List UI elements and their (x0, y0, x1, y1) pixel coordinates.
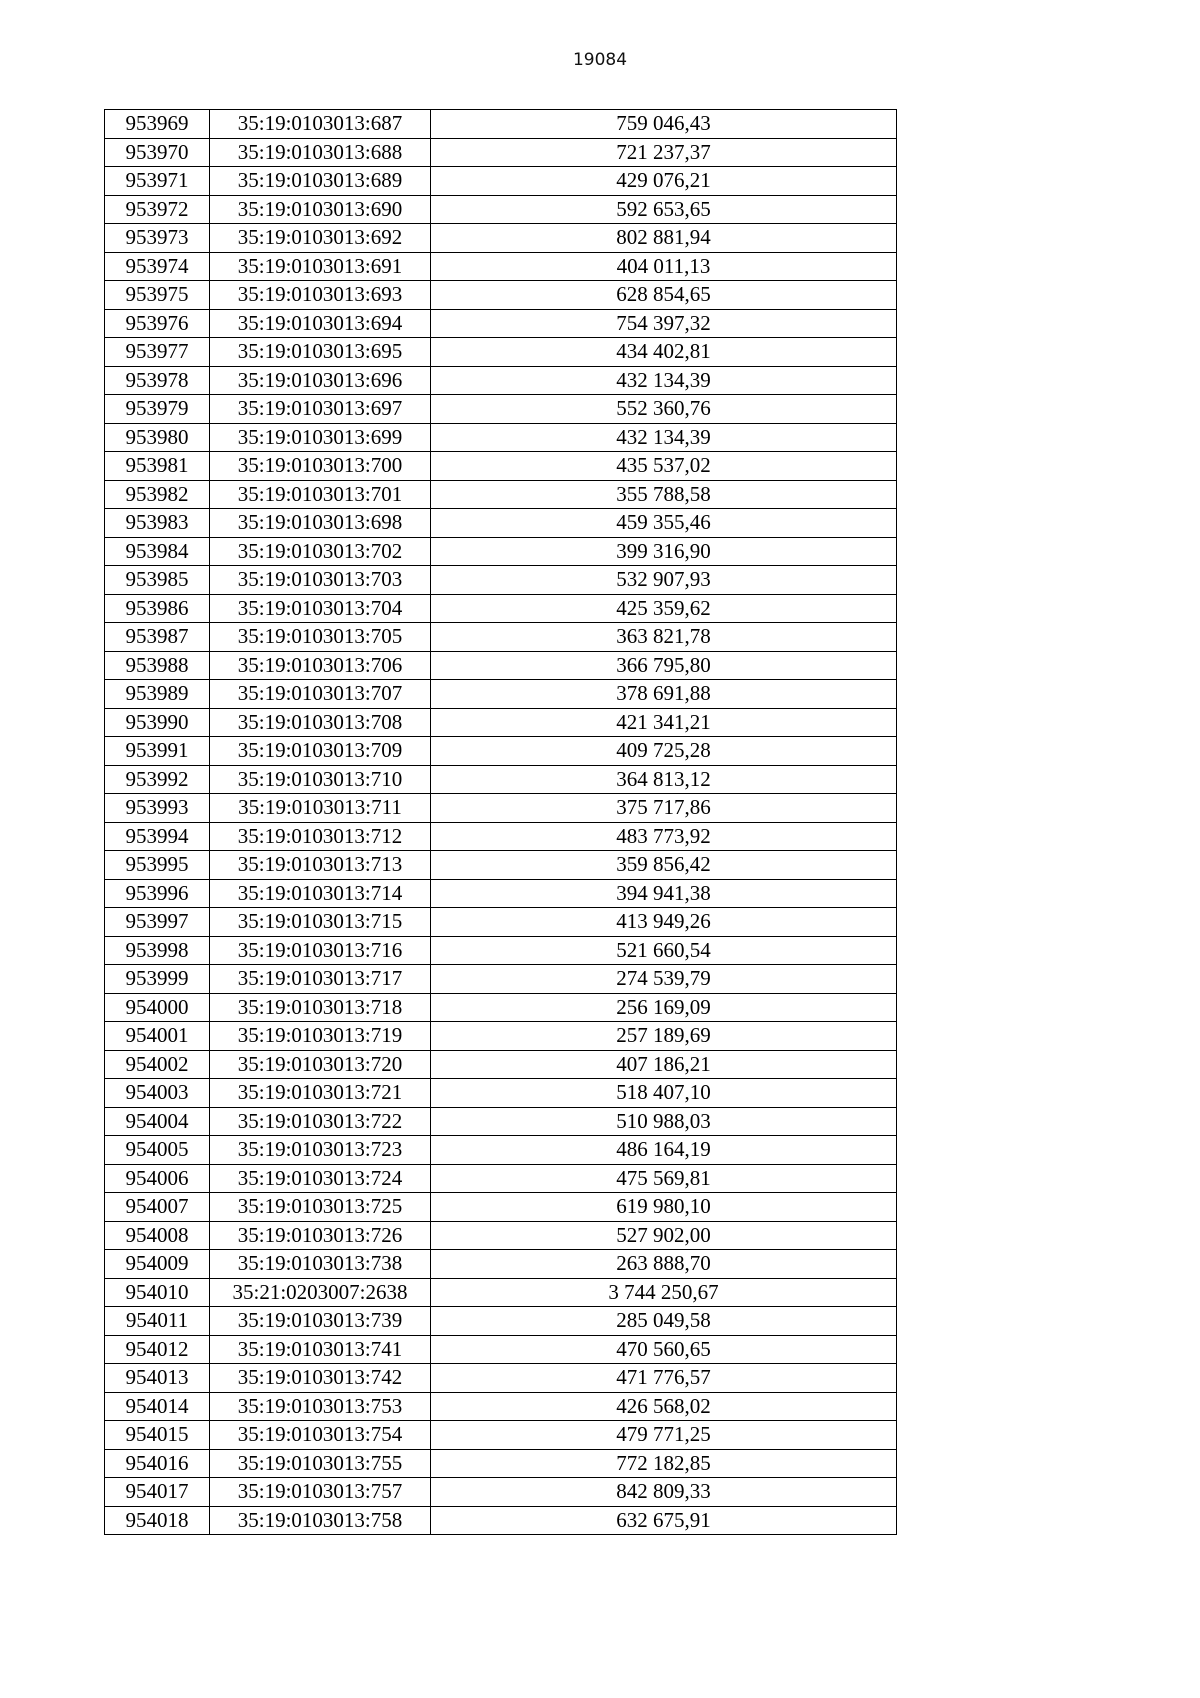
row-number-cell: 953977 (105, 338, 210, 367)
cadastral-number-cell: 35:19:0103013:708 (210, 708, 431, 737)
table-row (105, 993, 897, 1022)
row-number-cell: 954016 (105, 1449, 210, 1478)
value-cell: 404 011,13 (431, 252, 897, 281)
row-number-cell: 953996 (105, 879, 210, 908)
table-row (105, 224, 897, 253)
value-cell: 721 237,37 (431, 138, 897, 167)
value-cell: 483 773,92 (431, 822, 897, 851)
cadastral-number-cell: 35:19:0103013:757 (210, 1478, 431, 1507)
value-cell: 359 856,42 (431, 851, 897, 880)
row-number-cell: 954006 (105, 1164, 210, 1193)
row-number-cell: 953983 (105, 509, 210, 538)
cadastral-number-cell: 35:19:0103013:722 (210, 1107, 431, 1136)
cadastral-number-cell: 35:19:0103013:758 (210, 1506, 431, 1535)
row-number-cell: 954002 (105, 1050, 210, 1079)
table-row (105, 1307, 897, 1336)
row-number-cell: 953994 (105, 822, 210, 851)
table-row (105, 1335, 897, 1364)
cadastral-number-cell: 35:19:0103013:705 (210, 623, 431, 652)
row-number-cell: 954009 (105, 1250, 210, 1279)
row-number-cell: 953985 (105, 566, 210, 595)
value-cell: 470 560,65 (431, 1335, 897, 1364)
value-cell: 429 076,21 (431, 167, 897, 196)
value-cell: 435 537,02 (431, 452, 897, 481)
value-cell: 399 316,90 (431, 537, 897, 566)
cadastral-number-cell: 35:19:0103013:755 (210, 1449, 431, 1478)
table-row (105, 566, 897, 595)
cadastral-number-cell: 35:19:0103013:710 (210, 765, 431, 794)
table-row (105, 1449, 897, 1478)
value-cell: 407 186,21 (431, 1050, 897, 1079)
table-row (105, 1022, 897, 1051)
value-cell: 527 902,00 (431, 1221, 897, 1250)
table-row (105, 1221, 897, 1250)
table-row (105, 252, 897, 281)
value-cell: 274 539,79 (431, 965, 897, 994)
value-cell: 471 776,57 (431, 1364, 897, 1393)
cadastral-number-cell: 35:19:0103013:716 (210, 936, 431, 965)
row-number-cell: 953969 (105, 110, 210, 139)
cadastral-number-cell: 35:19:0103013:704 (210, 594, 431, 623)
table-row (105, 338, 897, 367)
cadastral-number-cell: 35:19:0103013:711 (210, 794, 431, 823)
row-number-cell: 954018 (105, 1506, 210, 1535)
cadastral-number-cell: 35:19:0103013:702 (210, 537, 431, 566)
row-number-cell: 953972 (105, 195, 210, 224)
value-cell: 413 949,26 (431, 908, 897, 937)
row-number-cell: 954011 (105, 1307, 210, 1336)
value-cell: 592 653,65 (431, 195, 897, 224)
cadastral-number-cell: 35:19:0103013:742 (210, 1364, 431, 1393)
cadastral-number-cell: 35:19:0103013:725 (210, 1193, 431, 1222)
row-number-cell: 953995 (105, 851, 210, 880)
value-cell: 364 813,12 (431, 765, 897, 794)
value-cell: 375 717,86 (431, 794, 897, 823)
table-row (105, 1478, 897, 1507)
row-number-cell: 953979 (105, 395, 210, 424)
table-row (105, 537, 897, 566)
row-number-cell: 953973 (105, 224, 210, 253)
value-cell: 426 568,02 (431, 1392, 897, 1421)
row-number-cell: 954014 (105, 1392, 210, 1421)
value-cell: 394 941,38 (431, 879, 897, 908)
table-row (105, 1506, 897, 1535)
value-cell: 355 788,58 (431, 480, 897, 509)
cadastral-number-cell: 35:19:0103013:754 (210, 1421, 431, 1450)
row-number-cell: 954012 (105, 1335, 210, 1364)
cadastral-number-cell: 35:19:0103013:713 (210, 851, 431, 880)
table-row (105, 879, 897, 908)
value-cell: 632 675,91 (431, 1506, 897, 1535)
row-number-cell: 953986 (105, 594, 210, 623)
cadastral-number-cell: 35:19:0103013:691 (210, 252, 431, 281)
table-row (105, 708, 897, 737)
row-number-cell: 954017 (105, 1478, 210, 1507)
value-cell: 518 407,10 (431, 1079, 897, 1108)
row-number-cell: 954003 (105, 1079, 210, 1108)
table-row (105, 851, 897, 880)
row-number-cell: 953976 (105, 309, 210, 338)
row-number-cell: 953991 (105, 737, 210, 766)
cadastral-number-cell: 35:19:0103013:699 (210, 423, 431, 452)
row-number-cell: 954010 (105, 1278, 210, 1307)
value-cell: 3 744 250,67 (431, 1278, 897, 1307)
table-row (105, 1250, 897, 1279)
cadastral-number-cell: 35:19:0103013:724 (210, 1164, 431, 1193)
table-row (105, 651, 897, 680)
value-cell: 263 888,70 (431, 1250, 897, 1279)
cadastral-number-cell: 35:19:0103013:697 (210, 395, 431, 424)
row-number-cell: 954008 (105, 1221, 210, 1250)
table-row (105, 423, 897, 452)
table-row (105, 765, 897, 794)
value-cell: 409 725,28 (431, 737, 897, 766)
table-row (105, 737, 897, 766)
value-cell: 432 134,39 (431, 423, 897, 452)
table-row (105, 1421, 897, 1450)
table-row (105, 138, 897, 167)
table-row (105, 1193, 897, 1222)
row-number-cell: 953978 (105, 366, 210, 395)
row-number-cell: 953989 (105, 680, 210, 709)
row-number-cell: 954004 (105, 1107, 210, 1136)
value-cell: 486 164,19 (431, 1136, 897, 1165)
table-row (105, 480, 897, 509)
cadastral-number-cell: 35:19:0103013:721 (210, 1079, 431, 1108)
table-row (105, 965, 897, 994)
cadastral-number-cell: 35:19:0103013:703 (210, 566, 431, 595)
cadastral-number-cell: 35:19:0103013:717 (210, 965, 431, 994)
value-cell: 510 988,03 (431, 1107, 897, 1136)
table-row (105, 509, 897, 538)
value-cell: 754 397,32 (431, 309, 897, 338)
cadastral-number-cell: 35:19:0103013:739 (210, 1307, 431, 1336)
cadastral-number-cell: 35:19:0103013:698 (210, 509, 431, 538)
value-cell: 378 691,88 (431, 680, 897, 709)
cadastral-number-cell: 35:19:0103013:707 (210, 680, 431, 709)
cadastral-number-cell: 35:19:0103013:719 (210, 1022, 431, 1051)
table-row (105, 1136, 897, 1165)
cadastral-number-cell: 35:19:0103013:718 (210, 993, 431, 1022)
value-cell: 628 854,65 (431, 281, 897, 310)
value-cell: 759 046,43 (431, 110, 897, 139)
value-cell: 521 660,54 (431, 936, 897, 965)
table-row (105, 281, 897, 310)
table-row (105, 1107, 897, 1136)
table-row (105, 1050, 897, 1079)
row-number-cell: 954001 (105, 1022, 210, 1051)
value-cell: 434 402,81 (431, 338, 897, 367)
value-cell: 552 360,76 (431, 395, 897, 424)
row-number-cell: 953981 (105, 452, 210, 481)
row-number-cell: 954007 (105, 1193, 210, 1222)
cadastral-number-cell: 35:19:0103013:696 (210, 366, 431, 395)
cadastral-number-cell: 35:19:0103013:741 (210, 1335, 431, 1364)
cadastral-number-cell: 35:19:0103013:709 (210, 737, 431, 766)
row-number-cell: 953980 (105, 423, 210, 452)
table-row (105, 1364, 897, 1393)
row-number-cell: 953971 (105, 167, 210, 196)
table-row (105, 936, 897, 965)
value-cell: 257 189,69 (431, 1022, 897, 1051)
cadastral-number-cell: 35:19:0103013:706 (210, 651, 431, 680)
row-number-cell: 953982 (105, 480, 210, 509)
cadastral-number-cell: 35:19:0103013:695 (210, 338, 431, 367)
cadastral-number-cell: 35:19:0103013:688 (210, 138, 431, 167)
table-row (105, 680, 897, 709)
table-row (105, 366, 897, 395)
row-number-cell: 953975 (105, 281, 210, 310)
cadastral-number-cell: 35:19:0103013:738 (210, 1250, 431, 1279)
register-table (104, 109, 897, 1535)
table-row (105, 908, 897, 937)
cadastral-number-cell: 35:19:0103013:692 (210, 224, 431, 253)
value-cell: 432 134,39 (431, 366, 897, 395)
table-row (105, 195, 897, 224)
value-cell: 475 569,81 (431, 1164, 897, 1193)
cadastral-number-cell: 35:21:0203007:2638 (210, 1278, 431, 1307)
row-number-cell: 953999 (105, 965, 210, 994)
row-number-cell: 954000 (105, 993, 210, 1022)
cadastral-number-cell: 35:19:0103013:694 (210, 309, 431, 338)
table-row (105, 623, 897, 652)
table-row (105, 1079, 897, 1108)
table-row (105, 395, 897, 424)
cadastral-number-cell: 35:19:0103013:690 (210, 195, 431, 224)
page-number: 19084 (572, 50, 628, 70)
table-row (105, 110, 897, 139)
cadastral-number-cell: 35:19:0103013:753 (210, 1392, 431, 1421)
table-row (105, 452, 897, 481)
cadastral-number-cell: 35:19:0103013:723 (210, 1136, 431, 1165)
value-cell: 802 881,94 (431, 224, 897, 253)
row-number-cell: 953987 (105, 623, 210, 652)
row-number-cell: 953974 (105, 252, 210, 281)
value-cell: 425 359,62 (431, 594, 897, 623)
value-cell: 459 355,46 (431, 509, 897, 538)
value-cell: 256 169,09 (431, 993, 897, 1022)
table-row (105, 822, 897, 851)
row-number-cell: 953984 (105, 537, 210, 566)
row-number-cell: 953992 (105, 765, 210, 794)
table-row (105, 1392, 897, 1421)
register-table-body (105, 110, 897, 1535)
table-row (105, 1278, 897, 1307)
row-number-cell: 953990 (105, 708, 210, 737)
value-cell: 532 907,93 (431, 566, 897, 595)
table-row (105, 594, 897, 623)
value-cell: 366 795,80 (431, 651, 897, 680)
row-number-cell: 954005 (105, 1136, 210, 1165)
cadastral-number-cell: 35:19:0103013:687 (210, 110, 431, 139)
cadastral-number-cell: 35:19:0103013:726 (210, 1221, 431, 1250)
cadastral-number-cell: 35:19:0103013:700 (210, 452, 431, 481)
row-number-cell: 953988 (105, 651, 210, 680)
table-row (105, 794, 897, 823)
cadastral-number-cell: 35:19:0103013:701 (210, 480, 431, 509)
row-number-cell: 953970 (105, 138, 210, 167)
cadastral-number-cell: 35:19:0103013:714 (210, 879, 431, 908)
value-cell: 772 182,85 (431, 1449, 897, 1478)
row-number-cell: 953993 (105, 794, 210, 823)
row-number-cell: 953997 (105, 908, 210, 937)
table-row (105, 167, 897, 196)
row-number-cell: 954013 (105, 1364, 210, 1393)
cadastral-number-cell: 35:19:0103013:715 (210, 908, 431, 937)
value-cell: 285 049,58 (431, 1307, 897, 1336)
value-cell: 421 341,21 (431, 708, 897, 737)
row-number-cell: 954015 (105, 1421, 210, 1450)
cadastral-number-cell: 35:19:0103013:693 (210, 281, 431, 310)
value-cell: 479 771,25 (431, 1421, 897, 1450)
cadastral-number-cell: 35:19:0103013:689 (210, 167, 431, 196)
table-row (105, 1164, 897, 1193)
cadastral-number-cell: 35:19:0103013:720 (210, 1050, 431, 1079)
value-cell: 363 821,78 (431, 623, 897, 652)
value-cell: 619 980,10 (431, 1193, 897, 1222)
row-number-cell: 953998 (105, 936, 210, 965)
value-cell: 842 809,33 (431, 1478, 897, 1507)
table-row (105, 309, 897, 338)
cadastral-number-cell: 35:19:0103013:712 (210, 822, 431, 851)
